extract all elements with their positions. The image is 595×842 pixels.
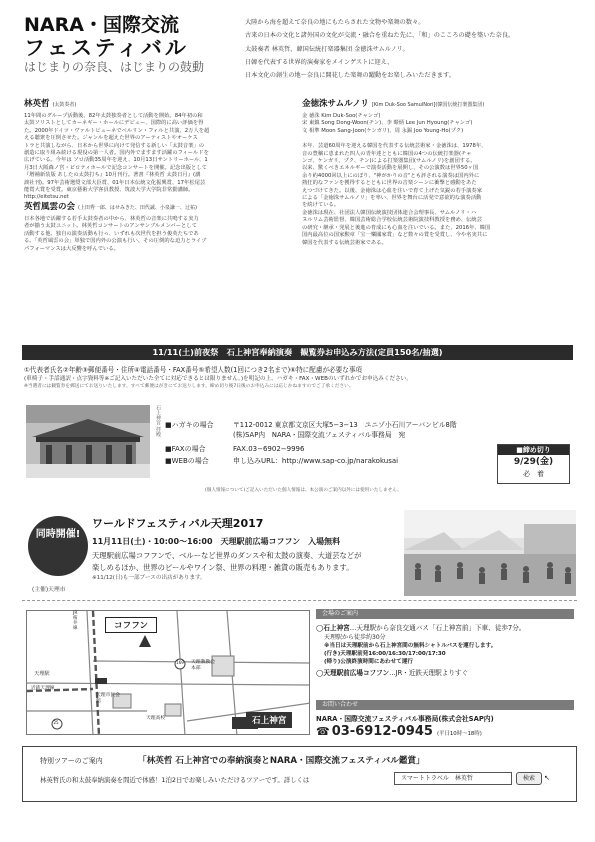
world-title: ワールドフェスティバル天理2017: [92, 517, 264, 530]
body-line: 月3日大阪森ノ宮・ピロティホールで記念コンサートを開催。記念出版として: [24, 164, 207, 171]
body-line: 熱狂的なファンを獲得するとともに世界の音楽シーンに衝撃と感動をあた: [302, 180, 477, 187]
tour-search-button[interactable]: 検索: [516, 772, 542, 785]
web-url[interactable]: 申し込みURL：http://www.sap-co.jp/narakokusai: [233, 457, 399, 465]
body-line: トラと共演しながら、日本から世界に向けて発信する新しい「太鼓音楽」の: [24, 142, 205, 149]
body-line: 11年間のグループ活動後、82年太鼓独奏者として活動を開始。84年初の和: [24, 113, 203, 119]
map-label-jr: JR桜井線: [73, 611, 78, 631]
kim-body: [302, 143, 587, 247]
apply-line1: ①代表者氏名②年齢③郵便番号・住所④電話番号・FAX番号⑤希望人数(1回につき2名まで)⑥特に配慮が必要な事項: [24, 366, 363, 374]
body-line: 太鼓ソリストとしてカーネギー・ホールにデビュー、国際的に高い評価を得: [24, 120, 204, 127]
world-organizer: (主催)天理市: [32, 587, 66, 593]
event-illustration: [404, 510, 576, 596]
map-label-hall: 天理市民会館: [96, 693, 120, 704]
deadline-date: 9/29(金): [513, 457, 554, 467]
method-postcard: [165, 420, 485, 430]
method-postcard-2: [165, 430, 485, 440]
body-line: えつづけてきた。以後、金徳洙は心血を注いで育て上げた気鋭の若手演奏家: [302, 187, 482, 194]
kim-title: [302, 97, 587, 109]
map-route-169: 169: [176, 660, 184, 665]
venue-item1: [316, 623, 576, 633]
simultaneous-badge: [28, 516, 88, 576]
photo-caption: 石上神宮 拝殿: [155, 405, 161, 437]
kim-name: 金徳洙サムルノリ: [302, 99, 369, 109]
body-line: 音の豊穣に恵まれた四人の青年達とともに韓国の4つの伝統打楽器(チャ: [302, 150, 472, 157]
member-line: 文 相準 Moon Sang-Joon(ケンガリ)、周 永錫 Joo Young-Ho(プク): [302, 127, 464, 134]
body-line: 能賞大賞を受賞。東京藝術大学客員教授、筑波大学大学院非常勤講師。: [24, 187, 194, 194]
tour-search-input[interactable]: スマートトラベル 林英哲: [394, 772, 512, 785]
shrine-photo: [26, 405, 150, 478]
map-label-station: 天理駅: [34, 671, 50, 677]
body-line: 創造に取り組み続ける現役の第一人者。国内外でますます活躍のフィールドを: [24, 150, 209, 157]
map-label-kintetsu: 近鉄天理線: [31, 686, 55, 691]
venue-item1-walk: 天理駅から徒歩約30分: [324, 634, 386, 641]
venue-item2-title: ◯天理駅前広場コフフン: [316, 669, 390, 677]
method-label: ■WEBの場合: [165, 457, 209, 465]
hayashi-url[interactable]: http://eitetsu.net: [24, 194, 69, 201]
kim-profile: [302, 97, 587, 247]
inquiry-hours: (平日10時〜18時): [436, 731, 482, 737]
body-line: を続けている。: [302, 202, 340, 209]
venue-item1-title: ◯石上神宮: [316, 624, 350, 632]
body-line: 者が揃う太鼓ユニット。林英哲コンサートのアンサンブルメンバーとして: [24, 223, 197, 230]
shuttle-go: (行き)天理駅前発16:00/16:30/17:00/17:30: [324, 651, 446, 657]
tour-desc: 林英哲氏の和太鼓奉納演奏を間近で体感！1泊2日でお楽しみいただけるツアーです。詳しくは: [40, 776, 310, 784]
body-line: パフォーマンスは大反響を呼んでいる。: [24, 245, 119, 252]
method-fax: [165, 444, 485, 454]
body-line: ンゴ、ケンガリ、プク、チン)による打楽器集団(サムルノリ)を創団する。: [302, 158, 476, 165]
body-line: 広げている。今年は ソロ活動35周年を迎え、10月13日サントリーホール、1: [24, 157, 208, 164]
member-line: 宋 東鎮 Song Dong-Woon(チン)、李 暻炳 Lee Jun Hyoung(チャンゴ): [302, 120, 473, 127]
kim-role: [Kim Duk-Soo SamulNori](韓国伝統打楽器集団): [371, 102, 485, 108]
hayashi-title: [24, 97, 284, 109]
method-label: ■ハガキの場合: [165, 421, 214, 429]
body-line: 活動する他、独自の演奏活動も行っ、いずれも次世代を担う俊英たちであ: [24, 230, 199, 237]
hayashi-role: (太鼓奏者): [52, 102, 77, 108]
kim-members: [302, 113, 587, 135]
inquiry-name: NARA・国際交流フェスティバル事務局(株式会社SAP内): [316, 715, 494, 723]
inquiry-phone: 03-6912-0945: [331, 724, 433, 739]
cursor-icon: ↖: [544, 774, 550, 782]
postcard-address: 〒112-0012 東京都文京区大塚5−3−13 ユニゾ小石川アーバンビル8階: [233, 421, 457, 429]
intro-line: 日本文化の創生の地～奈良に開花した楽舞の躍動をお楽しみいただきます。: [245, 72, 455, 80]
body-line: る。「英哲風雲の会」単独で国内外の公演も行い、その圧倒的な迫力とライブ: [24, 238, 207, 245]
fuunokai-profile: [24, 200, 284, 253]
deadline-label-text: 締め切り: [522, 446, 551, 454]
fuunokai-title: [24, 200, 284, 212]
badge-text: 同時開催!: [35, 529, 81, 540]
world-time: 11月11日(土)・10:00〜16:00 天理駅前広場コフフン 入場無料: [92, 537, 341, 546]
world-desc2: 楽しめるほか、世界のビールやワイン祭、世界の料理・雑貨の販売もあります。: [92, 563, 354, 572]
shuttle-note: ※当日は天理駅前から石上神宮間の無料シャトルバスを運行します。: [324, 643, 497, 649]
hayashi-body: [24, 113, 284, 202]
body-line: 国内最高位の国家勲章「宝一樂國家賞」など数々の賞を受賞し、今や名実共に: [302, 232, 488, 239]
inquiry-tag: お問い合わせ: [316, 700, 574, 710]
body-line: 韓国を代表する伝統芸術家である。: [302, 239, 387, 246]
logo-line1: NARA・国際交流: [24, 14, 179, 36]
venue-item2-body: …JR・近鉄天理駅よりすぐ: [389, 669, 469, 677]
method-label: ■FAXの場合: [165, 445, 206, 453]
fuunokai-body: [24, 216, 284, 253]
body-line: える聴衆を圧倒させた。ジャンルを超えた世界のアーティストやオーケス: [24, 135, 198, 142]
fuunokai-members: (上田秀一郎、はせみきた、田代誠、小泉謙一、辻祐): [77, 205, 197, 211]
deadline-box: [497, 444, 570, 484]
map-label-school: 天理高校: [146, 716, 166, 721]
world-festival-info: [92, 516, 402, 583]
intro-text: [245, 16, 585, 82]
application-instructions: [24, 366, 579, 390]
intro-line: 日韓を代表する世界的演奏家をメインゲストに迎え、: [245, 58, 394, 66]
deadline-note: 必 着: [523, 470, 544, 478]
shuttle-return: (帰り)公演終演時間にあわせて運行: [324, 659, 414, 665]
divider: [22, 600, 577, 601]
postcard-recipient: (株)SAP内 NARA・国際交流フェスティバル事務局 宛: [233, 431, 406, 439]
privacy-note: (個人情報について)ご記入いただいた個人情報は、本公演のご案内以外には使用いたしません。: [205, 488, 402, 493]
apply-line3: ※当選者には観覧券を郵送にてお送りいたします。すべて郵便はがきにてお送りします。締め切り後7日後のお申込みには応じかねますのでご了承ください。: [24, 384, 354, 389]
body-line: 『増補新装版 あしたの太鼓打ち』10月刊行。著書『林英哲 太鼓日月』(講: [24, 172, 201, 179]
tour-label: 特別ツアーのご案内: [40, 757, 103, 765]
body-line: 日本各地で活躍する若手太鼓奏者の中から、林英哲の音楽に共鳴する実力: [24, 216, 199, 222]
body-line: 金徳洙は現在、社団法人韓国伝統演技団体連合会理事長、サムルノリ・ハ: [302, 209, 477, 216]
map-label-isonokami: 石上神宮: [246, 712, 292, 728]
body-line: 余り約4000回以上にのぼり、"神がかりの音"とも評される演奏は国内外に: [302, 172, 480, 179]
logo-line2: フェスティバル: [24, 36, 189, 60]
member-line: 金 徳洙 Kim Duk-Soo(チャンゴ): [302, 113, 381, 119]
apply-methods: [165, 420, 485, 466]
world-note: ※11/12(日)も一部ブースの出店があります。: [92, 575, 206, 581]
venue-tag: 会場のご案内: [316, 609, 574, 619]
method-label-text: ハガキの場合: [171, 421, 214, 429]
method-web: [165, 456, 485, 466]
event-photo: [404, 510, 576, 596]
intro-line: 古来の日本の文化と諸外国の文化が交流・融合を重ねた先に、「和」のこころの礎を築いた奈良。: [245, 32, 515, 40]
body-line: ヌルリム芸術監督、韓国芸術総合学校伝統芸術院演技科教授を務め、伝統芸: [302, 217, 482, 224]
venue-item2: [316, 668, 576, 678]
body-line: た。2000年ドイツ・ヴァルトビューネでベルリン・フィルと共演、2万人を超: [24, 127, 210, 134]
method-label-text: FAXの場合: [171, 445, 206, 453]
intro-line: 大陸から海を超えて奈良の地にもたらされた文物や楽舞の数々。: [245, 19, 425, 26]
method-label-text: WEBの場合: [171, 457, 209, 465]
hayashi-profile: [24, 97, 284, 202]
application-band: 11/11(土)前夜祭 石上神宮奉納演奏 観覧券お申込み方法(定員150名/抽選): [22, 345, 573, 360]
fax-number: FAX.03−6902−9996: [233, 445, 305, 453]
inquiry-info: [316, 714, 578, 739]
fuunokai-name: 英哲風雲の会: [24, 202, 76, 212]
world-desc1: 天理駅前広場コフフンで、ベルーなど世界のダンスや和太鼓の演奏、大道芸などが: [92, 551, 362, 560]
apply-line2: (車椅子・手話通訳・点字資料等※ご記入いただいた全てに対応できるとは限りません。)を明記の上、ハガキ・FAX・WEBのいずれかでお申込みください。: [24, 376, 412, 382]
tour-title: 「林英哲 石上神宮での奉納演奏とNARA・国際交流フェスティバル鑑賞」: [138, 756, 425, 766]
shrine-illustration: [26, 405, 150, 478]
hayashi-name: 林英哲: [24, 99, 50, 109]
map-label-church: 天理教教会本部: [191, 660, 215, 671]
festival-logo: [24, 14, 244, 74]
venue-item1-body: …天理駅から奈良交通バス「石上神宮前」下車、徒歩7分。: [349, 624, 526, 632]
deadline-label: ■締め切り: [498, 445, 569, 455]
phone-icon: ☎: [316, 725, 330, 738]
body-line: 本年、芸道60周年を迎える韓国を代表する伝統芸術家・金徳洙は、1978年、: [302, 143, 487, 150]
logo-line3: はじまりの奈良、はじまりの鼓動: [24, 60, 205, 74]
intro-line: 太鼓奏者 林英哲、韓国伝統打楽器集団 金徳洙サムルノリ。: [245, 45, 409, 53]
body-line: 以来、驚くべきエネルギーで演奏活動を展開し、その公演数は世界50ヶ国: [302, 165, 479, 172]
map-route-25: 25: [53, 720, 59, 725]
inquiry-phone-row: [316, 724, 578, 739]
venue-info: [316, 623, 576, 678]
body-line: 談社刊)。97年芸術選奨文部大臣賞、01年日本伝統文化振興賞、17年松尾芸: [24, 179, 206, 186]
body-line: による「金徳洙サムルノリ」を率い、世界を舞台に活発で意欲的な演奏活動: [302, 195, 482, 202]
body-line: の研究・継承・発展と後進の育成にも心血を注いでいる。また、2016年、韓国: [302, 224, 491, 231]
map-label-coffun: コフフン: [105, 617, 157, 633]
